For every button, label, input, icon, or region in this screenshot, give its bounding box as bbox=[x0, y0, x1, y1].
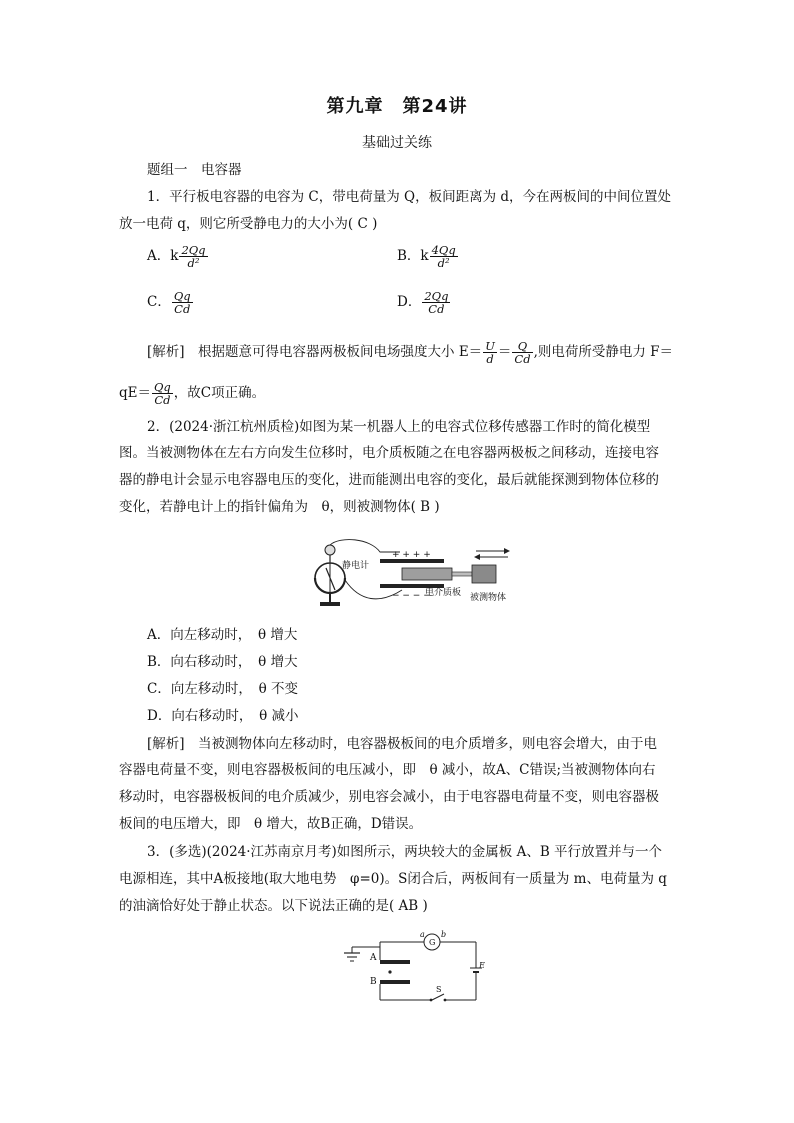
q1-option-b: B．k $\frac{4Qq}{\text{d²}}$ bbox=[397, 243, 456, 270]
label-plate-a: A bbox=[370, 953, 377, 963]
label-electrometer: 静电计 bbox=[342, 561, 370, 571]
label-point-b: b bbox=[441, 930, 447, 939]
q1-stem-line2: 放一电荷 q，则它所受静电力的大小为( C ) bbox=[119, 216, 378, 232]
q1-stem-line1: 1．平行板电容器的电容为 C，带电荷量为 Q，板间距离为 d，今在两板间的中间位置处 bbox=[147, 189, 672, 205]
q2-analysis-line2: 容器电荷量不变，则电容器极板间的电压减小，即 θ 减小，故A、C错误;当被测物体向右 bbox=[119, 762, 656, 778]
q2-option-d: D．向右移动时， θ 减小 bbox=[147, 708, 299, 724]
q1-option-a: A．k $\frac{2Qq}{\text{d²}}$ bbox=[147, 243, 206, 270]
q3-stem-line1: 3．(多选)(2024·江苏南京月考)如图所示，两块较大的金属板 A、B 平行放置并与一个 bbox=[147, 844, 663, 860]
q2-stem-line1: 2．(2024·浙江杭州质检)如图为某一机器人上的电容式位移传感器工作时的简化模型 bbox=[147, 419, 651, 435]
q1-option-c: C． $\frac{Qq}{Cd}$ bbox=[147, 289, 191, 316]
label-plus-charges: + + + + bbox=[392, 550, 431, 560]
capacitor-sensor-figure bbox=[300, 532, 525, 610]
page-title: 第九章 第24讲 bbox=[326, 96, 468, 117]
q2-stem-line4: 变化，若静电计上的指针偏角为 θ，则被测物体( B ) bbox=[119, 499, 440, 515]
circuit-figure bbox=[338, 928, 490, 1014]
label-plate-b: B bbox=[370, 977, 377, 987]
q2-stem-line2: 图。当被测物体在左右方向发生位移时，电介质板随之在电容器两极板之间移动，连接电容 bbox=[119, 445, 659, 461]
q2-option-b: B．向右移动时， θ 增大 bbox=[147, 654, 298, 670]
q1-option-d: D． $\frac{2Qq}{Cd}$ bbox=[397, 289, 449, 316]
label-minus-charges: − − − − bbox=[392, 591, 431, 601]
label-switch: S bbox=[436, 985, 442, 994]
label-emf: E bbox=[479, 961, 485, 970]
label-measured-object: 被测物体 bbox=[470, 593, 507, 603]
q3-stem-line3: 的油滴恰好处于静止状态。以下说法正确的是( AB ) bbox=[119, 898, 428, 914]
q1-analysis-line2: qE＝ $\frac{Qq}{Cd}$ ，故C项正确。 bbox=[119, 380, 266, 407]
q2-analysis-line1: [解析] 当被测物体向左移动时，电容器极板间的电介质增多，则电容会增大，由于电 bbox=[147, 736, 658, 752]
q2-option-c: C．向左移动时， θ 不变 bbox=[147, 681, 298, 697]
q2-analysis-line3: 移动时，电容器极板间的电介质减少，别电容会减小，由于电容器电荷量不变，则电容器极 bbox=[119, 789, 659, 805]
group-label: 题组一 电容器 bbox=[147, 162, 242, 178]
q2-option-a: A．向左移动时， θ 增大 bbox=[147, 627, 298, 643]
q2-stem-line3: 器的静电计会显示电容器电压的变化，进而能测出电容的变化，最后就能探测到物体位移的 bbox=[119, 472, 659, 488]
section-subtitle: 基础过关练 bbox=[362, 135, 432, 151]
q1-analysis-line1: [解析] 根据题意可得电容器两极板间电场强度大小 E＝ $\frac{U}{d}$ ＝ $\frac{Q}{Cd}$ ,则电荷所受静电力 F＝ bbox=[147, 339, 674, 366]
label-galvanometer: G bbox=[429, 938, 436, 947]
q2-analysis-line4: 板间的电压增大，即 θ 增大，故B正确，D错误。 bbox=[119, 816, 423, 832]
q3-stem-line2: 电源相连，其中A板接地(取大地电势 φ=0)。S闭合后，两板间有一质量为 m、电荷量为 q bbox=[119, 871, 667, 887]
label-dielectric-plate: 电介质板 bbox=[425, 588, 462, 598]
label-point-a: a bbox=[420, 930, 425, 939]
